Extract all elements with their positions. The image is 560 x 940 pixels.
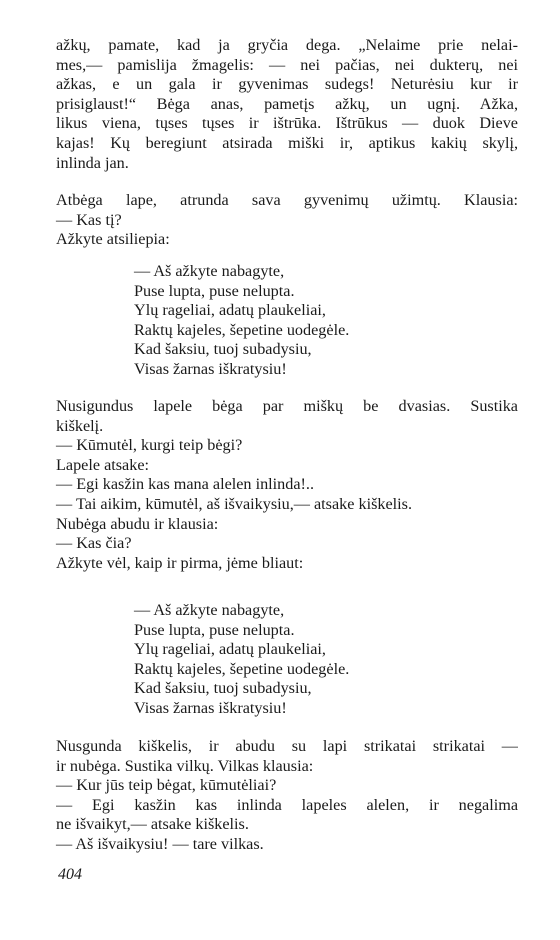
text-line: kiškelį. — [56, 416, 104, 435]
verse-line: Puse lupta, puse nelupta. — [134, 281, 295, 300]
verse-line: Ylų rageliai, adatų plaukeliai, — [134, 301, 326, 320]
verse-line: Kad šaksiu, tuoj subadysiu, — [134, 679, 312, 698]
verse-line: Raktų kajeles, šepetine uodegėle. — [134, 659, 350, 678]
text-line: kajas! Kų beregiunt atsirada miški ir, aptikus kakių skylį, — [56, 133, 518, 152]
text-line: Nusigundus lapele bėga par miškų be dvasias. Sustika — [56, 397, 518, 415]
text-line: mes,— pamislija žmagelis: — nei pačias, nei dukterų, nei — [56, 55, 518, 74]
text-line: Lapele atsake: — [56, 455, 150, 474]
page-number: 404 — [58, 866, 82, 883]
text-line: ažkas, e un gala ir gyvenimas sudegs! Neturėsiu kur ir — [56, 75, 518, 94]
text-line: — Kūmutėl, kurgi teip bėgi? — [56, 436, 243, 455]
verse-line: Ylų rageliai, adatų plaukeliai, — [134, 640, 326, 659]
text-line: — Aš išvaikysiu! — tare vilkas. — [56, 834, 264, 853]
text-line: — Tai aikim, kūmutėl, aš išvaikysiu,— atsake kiškelis. — [56, 494, 412, 513]
verse-line: Visas žarnas iškratysiu! — [134, 698, 287, 717]
text-line: — Kas čia? — [56, 534, 132, 553]
verse-stanza-2 — [134, 601, 464, 719]
opening-paragraph — [56, 36, 518, 173]
text-line: ne išvaikyt,— atsake kiškelis. — [56, 815, 249, 834]
verse-line: Puse lupta, puse nelupta. — [134, 620, 295, 639]
dialogue-block-2 — [56, 397, 518, 573]
verse-line: Visas žarnas iškratysiu! — [134, 359, 287, 378]
verse-stanza-1 — [134, 262, 464, 380]
dialogue-block-1 — [56, 191, 518, 250]
verse-line: Kad šaksiu, tuoj subadysiu, — [134, 340, 312, 359]
text-line: inlinda jan. — [56, 153, 129, 172]
verse-line: Raktų kajeles, šepetine uodegėle. — [134, 320, 350, 339]
text-line: Nusgunda kiškelis, ir abudu su lapi strikatai strikatai — — [56, 737, 518, 755]
text-line: — Egi kasžin kas mana alelen inlinda!.. — [56, 475, 315, 494]
text-line: Nubėga abudu ir klausia: — [56, 514, 219, 533]
verse-line: — Aš ažkyte nabagyte, — [134, 601, 285, 619]
text-line: ir nubėga. Sustika vilkų. Vilkas klausia: — [56, 756, 314, 775]
closing-paragraph — [56, 737, 518, 855]
text-line: — Kas tį? — [56, 210, 122, 229]
text-line: — Egi kasžin kas inlinda lapeles alelen, ir negalima — [56, 795, 518, 814]
text-line: — Kur jūs teip bėgat, kūmutėliai? — [56, 776, 277, 795]
text-line: likus viena, tųses tųses ir ištrūka. Ištrūkus — duok Dieve — [56, 114, 518, 133]
text-line: prisiglaust!“ Bėga anas, pametįs ažkų, un ugnį. Ažka, — [56, 94, 518, 113]
text-line: Ažkyte vėl, kaip ir pirma, jėme bliaut: — [56, 553, 304, 572]
verse-line: — Aš ažkyte nabagyte, — [134, 262, 285, 280]
text-line: ažkų, pamate, kad ja gryčia dega. „Nelaime prie nelai- — [56, 36, 518, 54]
text-line: Ažkyte atsiliepia: — [56, 230, 170, 249]
text-line: Atbėga lape, atrunda sava gyvenimų užimtų. Klausia: — [56, 191, 518, 209]
